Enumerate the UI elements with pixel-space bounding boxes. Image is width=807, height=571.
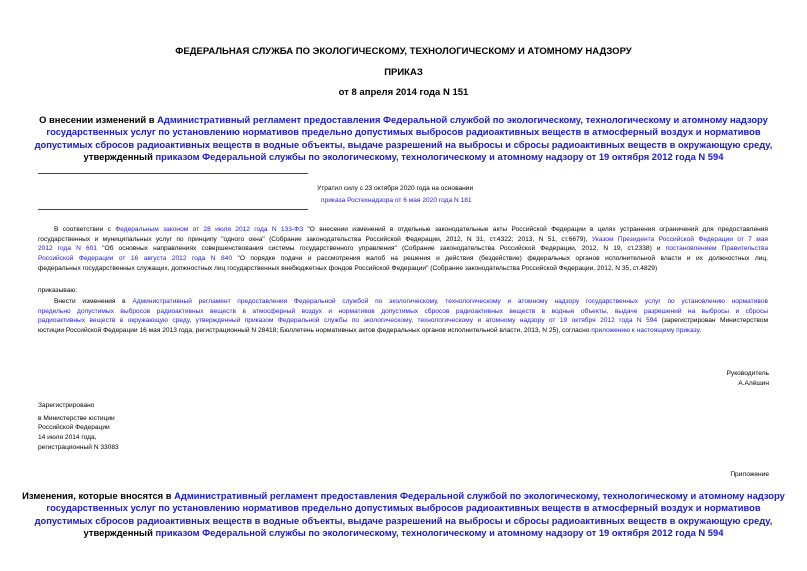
appendix-title-text: Изменения, которые вносятся в xyxy=(22,490,175,501)
signatory-position: Руководитель xyxy=(726,370,769,377)
divider-rule xyxy=(38,173,308,174)
repeal-note: Утратил силу с 23 октября 2020 года на основании xyxy=(317,185,474,192)
appendix-title-line-2[interactable]: государственных услуг по установлению нормативов предельно допустимых выбросов радиоактивных веществ в атмосферный воздух и нормативов xyxy=(46,502,761,514)
appendix-title-line-4 xyxy=(0,527,807,539)
repeal-order-link[interactable]: приказа Ростехнадзора от 6 мая 2020 года N 181 xyxy=(321,197,472,204)
preamble-text: "О внесении изменений в отдельные законодательные акты Российской Федерации в целях устранения ограничений для предоставления xyxy=(303,226,769,233)
preamble-text: "О порядке подачи и рассмотрения жалоб на решения и действия (бездействие) федеральных органов исполнительной власти и их должностных лиц, xyxy=(232,255,768,263)
order-word: приказываю: xyxy=(38,287,78,294)
agency-name: ФЕДЕРАЛЬНАЯ СЛУЖБА ПО ЭКОЛОГИЧЕСКОМУ, ТЕХНОЛОГИЧЕСКОМУ И АТОМНОМУ НАДЗОРУ xyxy=(175,46,632,57)
preamble-line xyxy=(38,244,768,254)
preamble-text: В соответствии с xyxy=(54,226,116,233)
divider-rule xyxy=(38,209,308,210)
order-594-link[interactable]: приказом Федеральной службы по экологическому, технологическому и атомному надзору от 19 октября 2012 года N 594 xyxy=(155,151,724,163)
preamble-line xyxy=(38,264,768,274)
order-line xyxy=(38,297,768,307)
registration-line: Российской Федерации xyxy=(38,424,110,432)
order-line xyxy=(38,316,768,326)
title-line-1 xyxy=(0,114,807,126)
regulation-link[interactable]: предельно допустимых выбросов радиоактивных веществ в атмосферный воздух и нормативов допустимых сбросов радиоактивных веществ в водные объекты, выдаче разрешений на выбросы и сбросы xyxy=(38,307,768,315)
registration-line: Зарегистрировано xyxy=(38,402,95,409)
order-paragraph xyxy=(38,297,768,336)
order-text: Внести изменения в xyxy=(54,298,133,305)
order-594-link[interactable]: приказом Федеральной службы по экологическому, технологическому и атомному надзору от 19 октября 2012 года N 594 xyxy=(155,527,724,539)
preamble-text: государственных и муниципальных услуг по принципу "одного окна" (Собрание законодательства Российской Федерации, 2012, N 31, ст.4322; 2013, N 51, ст.6679), xyxy=(38,235,588,243)
order-text: . xyxy=(699,327,702,335)
doc-title xyxy=(0,114,807,164)
registration-line: в Министерстве юстиции xyxy=(38,414,115,422)
registration-block xyxy=(38,401,119,453)
regulation-link[interactable]: Административный регламент предоставления Федеральной службой по экологическому, технологическому и атомному надзору государственных услуг по установлению нормативов xyxy=(132,298,768,305)
doc-date-number: от 8 апреля 2014 года N 151 xyxy=(338,87,469,98)
title-text: О внесении изменений в xyxy=(39,114,158,125)
appendix-title-text: утвержденный xyxy=(83,527,156,539)
order-594-link[interactable]: приказом Федеральной службы по экологическому, технологическому и атомному надзору от 19 октября 2012 года N 594 xyxy=(244,317,658,325)
regulation-link[interactable]: Административный регламент предоставления Федеральной службой по экологическому, технологическому и атомному надзору xyxy=(174,490,785,501)
preamble-line xyxy=(38,225,768,235)
preamble xyxy=(38,225,768,274)
registration-line: регистрационный N 33083 xyxy=(38,443,119,451)
title-line-3[interactable]: допустимых сбросов радиоактивных веществ в водные объекты, выдаче разрешений на выбросы и сбросы радиоактивных веществ в окружающую среду, xyxy=(34,138,773,150)
president-decree-link[interactable]: Указом Президента Российской Федерации от 7 мая xyxy=(591,235,768,243)
order-line xyxy=(38,326,768,336)
regulation-link[interactable]: Административный регламент предоставления Федеральной службой по экологическому, технологическому и атомному надзору xyxy=(157,114,768,125)
federal-law-link[interactable]: Федеральным законом от 28 июля 2012 года N 133-ФЗ xyxy=(115,226,304,233)
preamble-line xyxy=(38,235,768,245)
appendix-label: Приложение xyxy=(730,471,769,478)
order-text: юстиции Российской Федерации 16 мая 2013 года, регистрационный N 28418; Бюллетень нормативных актов федеральных органов исполнительной власти, 2013, N 25), согласно xyxy=(38,327,592,335)
doc-type: ПРИКАЗ xyxy=(384,67,423,78)
preamble-text: федеральных государственных служащих, должностных лиц государственных внебюджетных фондов Российской Федерации" xyxy=(38,264,429,272)
registration-line: 14 июля 2014 года, xyxy=(38,434,97,442)
preamble-line xyxy=(38,254,768,264)
appendix-link[interactable]: приложению к настоящему приказу xyxy=(591,327,700,335)
president-decree-link[interactable]: 2012 года N 601 xyxy=(38,245,98,253)
appendix-title xyxy=(0,490,807,540)
appendix-title-line-1 xyxy=(0,490,807,502)
appendix-title-line-3[interactable]: допустимых сбросов радиоактивных веществ в водные объекты, выдаче разрешений на выбросы и сбросы радиоактивных веществ в окружающую среду, xyxy=(34,514,773,526)
government-resolution-link[interactable]: Российской Федерации от 16 августа 2012 года N 840 xyxy=(38,255,232,263)
preamble-text: "Об основных направлениях совершенствования системы государственного управления" (Собрание законодательства Российской Федерации, 2012, N 19, ст.2338) и xyxy=(97,245,666,253)
title-line-2[interactable]: государственных услуг по установлению нормативов предельно допустимых выбросов радиоактивных веществ в атмосферный воздух и нормативов xyxy=(46,126,761,138)
preamble-text: (Собрание законодательства Российской Федерации, 2012, N 35, ст.4829) xyxy=(428,264,658,272)
regulation-link[interactable]: радиоактивных веществ в окружающую среду, утвержденный xyxy=(38,317,245,325)
signatory-name: А.Алёшин xyxy=(738,380,769,387)
title-line-4 xyxy=(0,151,807,163)
order-text: (зарегистрирован Министерством xyxy=(657,317,768,325)
government-resolution-link[interactable]: постановлением Правительства xyxy=(665,245,768,253)
title-text: утвержденный xyxy=(83,151,156,163)
